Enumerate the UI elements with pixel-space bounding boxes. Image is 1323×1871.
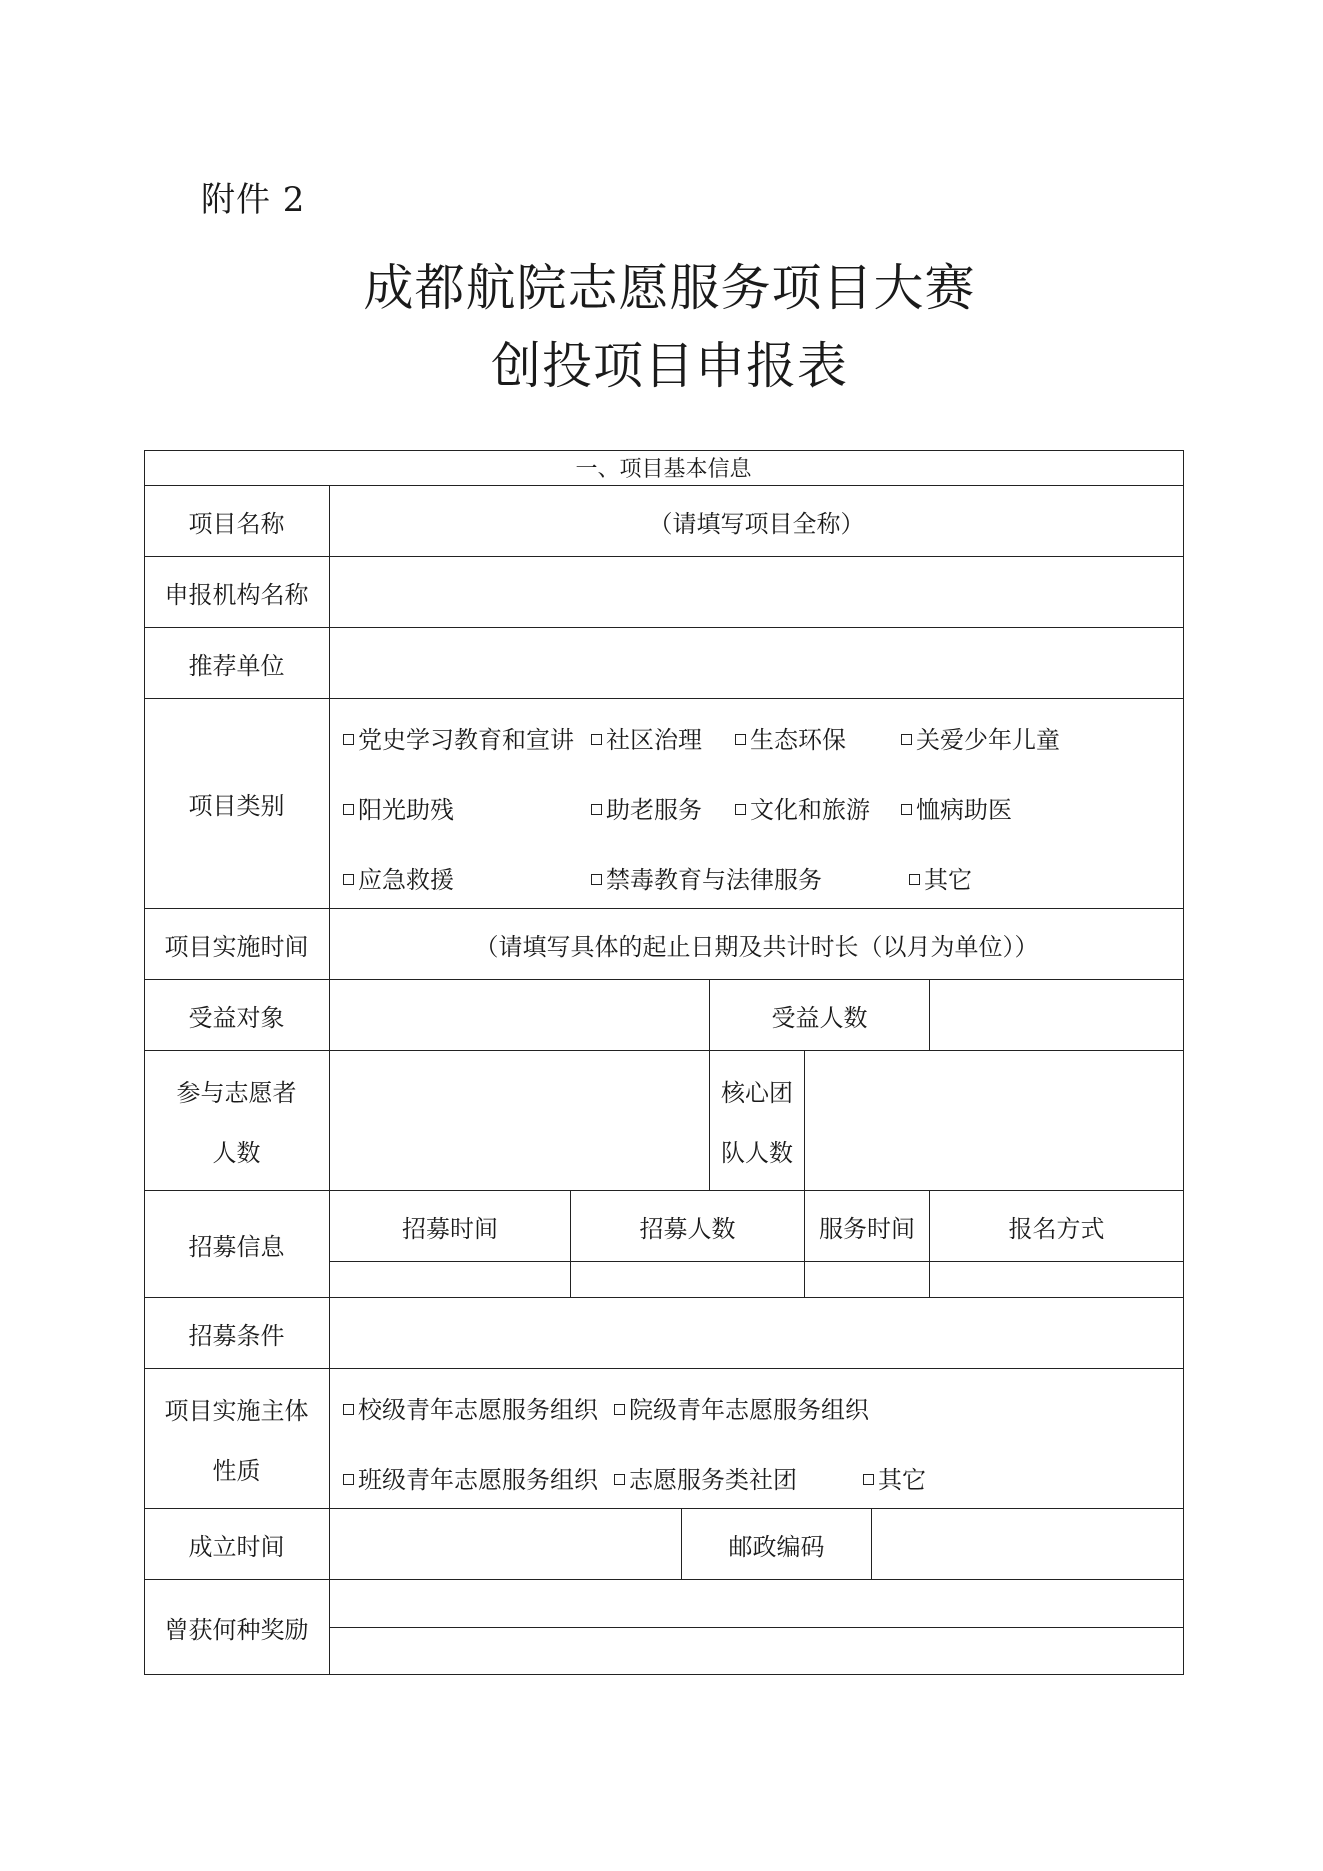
checkbox-icon [735, 734, 746, 745]
core-team-field[interactable] [805, 1051, 1184, 1191]
core-team-label: 核心团 队人数 [710, 1051, 805, 1191]
awards-field-row[interactable] [330, 1628, 1184, 1675]
category-option[interactable]: 助老服务 [591, 790, 702, 825]
checkbox-icon [343, 1404, 354, 1415]
category-option[interactable]: 党史学习教育和宣讲 [343, 720, 574, 755]
checkbox-icon [909, 874, 920, 885]
section-title: 一、项目基本信息 [144, 450, 1184, 486]
category-option[interactable]: 其它 [909, 860, 972, 895]
checkbox-icon [343, 734, 354, 745]
recruit-count-field[interactable] [571, 1262, 805, 1298]
checkbox-icon [591, 804, 602, 815]
postal-code-field[interactable] [872, 1509, 1184, 1580]
volunteer-count-field[interactable] [330, 1051, 710, 1191]
project-name-label: 项目名称 [144, 486, 330, 557]
category-option[interactable]: 恤病助医 [901, 790, 1012, 825]
recruit-condition-field[interactable] [330, 1298, 1184, 1369]
form-subtitle: 创投项目申报表 [491, 337, 848, 395]
category-option[interactable]: 禁毒教育与法律服务 [591, 860, 822, 895]
entity-option[interactable]: 班级青年志愿服务组织 [343, 1460, 598, 1495]
project-name-field[interactable]: （请填写项目全称） [330, 486, 1184, 557]
category-option[interactable]: 关爱少年儿童 [901, 720, 1060, 755]
postal-code-label: 邮政编码 [682, 1509, 872, 1580]
category-option[interactable]: 生态环保 [735, 720, 846, 755]
project-time-field[interactable]: （请填写具体的起止日期及共计时长（以月为单位）） [330, 909, 1184, 980]
entity-option[interactable]: 院级青年志愿服务组织 [614, 1390, 869, 1425]
entity-type-label: 项目实施主体 性质 [144, 1369, 330, 1509]
signup-method-field[interactable] [930, 1262, 1184, 1298]
beneficiary-count-field[interactable] [930, 980, 1184, 1051]
recruit-count-header: 招募人数 [571, 1191, 805, 1262]
service-time-field[interactable] [805, 1262, 930, 1298]
recruit-condition-label: 招募条件 [144, 1298, 330, 1369]
beneficiary-count-label: 受益人数 [710, 980, 930, 1051]
recruit-info-label: 招募信息 [144, 1191, 330, 1298]
entity-option[interactable]: 志愿服务类社团 [614, 1460, 797, 1495]
founded-time-field[interactable] [330, 1509, 682, 1580]
checkbox-icon [735, 804, 746, 815]
org-name-field[interactable] [330, 557, 1184, 628]
recommend-unit-label: 推荐单位 [144, 628, 330, 699]
checkbox-icon [901, 734, 912, 745]
checkbox-icon [343, 1474, 354, 1485]
checkbox-icon [591, 874, 602, 885]
category-label: 项目类别 [144, 699, 330, 909]
checkbox-icon [863, 1474, 874, 1485]
category-option[interactable]: 社区治理 [591, 720, 702, 755]
attachment-label: 附件 2 [201, 180, 306, 220]
awards-field-row[interactable] [330, 1580, 1184, 1628]
org-name-label: 申报机构名称 [144, 557, 330, 628]
checkbox-icon [591, 734, 602, 745]
beneficiary-label: 受益对象 [144, 980, 330, 1051]
category-option[interactable]: 文化和旅游 [735, 790, 870, 825]
application-form [144, 450, 1184, 1675]
signup-method-header: 报名方式 [930, 1191, 1184, 1262]
recommend-unit-field[interactable] [330, 628, 1184, 699]
awards-label: 曾获何种奖励 [144, 1580, 330, 1675]
category-option[interactable]: 应急救援 [343, 860, 454, 895]
beneficiary-field[interactable] [330, 980, 710, 1051]
entity-option[interactable]: 校级青年志愿服务组织 [343, 1390, 598, 1425]
entity-option[interactable]: 其它 [863, 1460, 926, 1495]
checkbox-icon [614, 1404, 625, 1415]
volunteer-count-label: 参与志愿者 人数 [144, 1051, 330, 1191]
checkbox-icon [901, 804, 912, 815]
service-time-header: 服务时间 [805, 1191, 930, 1262]
founded-time-label: 成立时间 [144, 1509, 330, 1580]
checkbox-icon [343, 874, 354, 885]
category-option[interactable]: 阳光助残 [343, 790, 454, 825]
recruit-time-field[interactable] [330, 1262, 571, 1298]
checkbox-icon [343, 804, 354, 815]
project-time-label: 项目实施时间 [144, 909, 330, 980]
checkbox-icon [614, 1474, 625, 1485]
recruit-time-header: 招募时间 [330, 1191, 571, 1262]
form-title: 成都航院志愿服务项目大赛 [363, 259, 976, 317]
